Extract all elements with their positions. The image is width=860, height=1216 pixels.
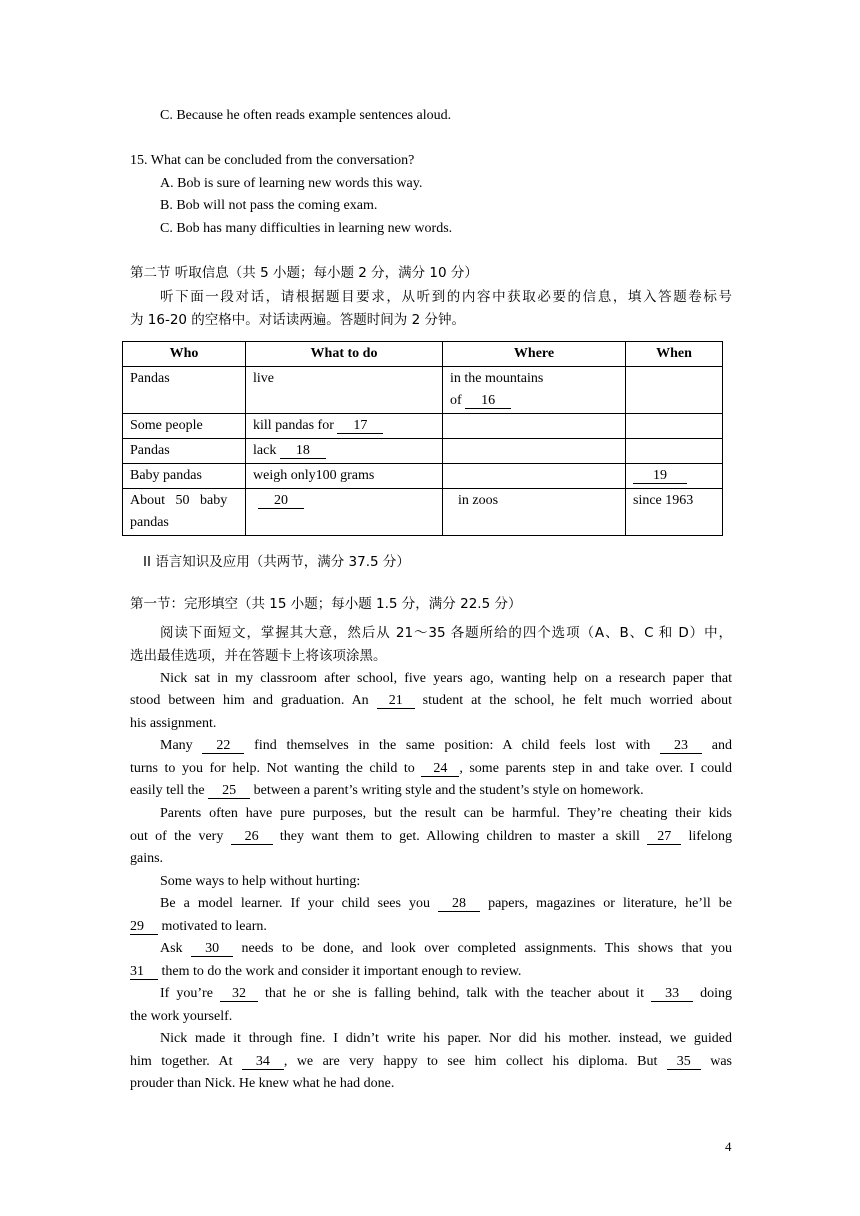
blank-24: 24 [421,761,459,777]
passage-line [130,692,732,710]
text-run: student at the school, he felt much worried about [414,693,732,708]
page-number: 4 [725,1139,732,1154]
blank-29: 29 [130,919,158,935]
passage-line: prouder than Nick. He knew what he had done. [130,1076,395,1091]
cell-when [626,439,723,464]
text-run: doing [693,986,733,1001]
text-run: was [700,1054,732,1069]
text-run: turns to you for help. Not wanting the child to [130,761,422,776]
cell-who [123,489,246,536]
blank-17: 17 [337,418,383,434]
text-run: find themselves in the same position: A child feels lost with [244,738,661,753]
blank-32: 32 [220,986,258,1002]
passage-line: Some ways to help without hurting: [160,874,361,889]
text-run: If you’re [160,986,220,1001]
cell-where-line1: in the mountains [450,371,544,386]
text-run: that he or she is falling behind, talk with the teacher about it [257,986,652,1001]
passage-line [130,782,732,800]
text-run: easily tell the [130,783,209,798]
table-header-row [123,342,723,367]
header-where: Where [443,342,626,367]
section2-heading: 第二节 听取信息（共 5 小题；每小题 2 分，满分 10 分） [130,265,478,281]
cell-who-line2: pandas [130,515,169,530]
table-row [123,489,723,536]
cell-what: live [246,367,443,414]
cell-who: Pandas [123,367,246,414]
cell-what [246,439,443,464]
blank-30: 30 [191,941,233,957]
text-run: out of the very [130,829,231,844]
text-run: papers, magazines or literature, he’ll be [480,896,732,911]
cell-who: Pandas [123,439,246,464]
passage-line [130,1053,732,1071]
blank-28: 28 [438,896,480,912]
passage-line: his assignment. [130,716,217,731]
cell-what-prefix: lack [253,443,280,458]
blank-33: 33 [651,986,693,1002]
table-row [123,439,723,464]
section2-instruction-line2: 为 16-20 的空格中。对话读两遍。答题时间为 2 分钟。 [130,312,465,328]
passage-line: Parents often have pure purposes, but the result can be harmful. They’re cheating their kids [160,806,732,821]
blank-26: 26 [231,829,273,845]
part2-heading: II 语言知识及应用（共两节，满分 37.5 分） [143,554,410,570]
passage-line [160,737,732,755]
cell-who-line1: About 50 baby [130,493,228,508]
cell-where-prefix: of [450,393,466,408]
text-run: lifelong [681,829,733,844]
passage-line [130,760,732,778]
cell-where [443,489,626,536]
passage-line: Nick made it through fine. I didn’t write his paper. Nor did his mother. instead, we guided [160,1031,732,1046]
text-run: they want them to get. Allowing children to master a skill [272,829,648,844]
q15-option-a: A. Bob is sure of learning new words this way. [160,176,423,191]
text-run: motivated to learn. [158,919,267,934]
table-row [123,464,723,489]
text-run: and [702,738,732,753]
text-run: , we are very happy to see him collect his diploma. But [283,1054,667,1069]
text-run: him together. At [130,1054,242,1069]
q15-stem: 15. What can be concluded from the conversation? [130,153,415,168]
passage-line: the work yourself. [130,1009,233,1024]
cell-where [443,464,626,489]
blank-18: 18 [280,443,326,459]
cell-who: Baby pandas [123,464,246,489]
blank-31: 31 [130,964,158,980]
cell-where [443,439,626,464]
cell-when: since 1963 [626,489,723,536]
text-run: Ask [160,941,192,956]
blank-21: 21 [377,693,415,709]
q14-option-c: C. Because he often reads example sentences aloud. [160,108,452,123]
passage-line [160,895,732,913]
text-run: Be a model learner. If your child sees you [160,896,439,911]
header-who: Who [123,342,246,367]
text-run: Many [160,738,203,753]
listening-table [122,341,723,536]
blank-27: 27 [647,829,681,845]
cell-when [626,414,723,439]
table-row [123,367,723,414]
text-run: needs to be done, and look over completed assignments. This shows that you [233,941,733,956]
header-what: What to do [246,342,443,367]
cell-where [443,414,626,439]
text-run: stood between him and graduation. An [130,693,377,708]
passage-line [160,940,732,958]
cell-what [246,489,443,536]
blank-23: 23 [660,738,702,754]
cell-when [626,464,723,489]
text-run: them to do the work and consider it important enough to review. [158,964,522,979]
blank-19: 19 [633,468,687,484]
blank-34: 34 [242,1054,284,1070]
passage-line [130,918,732,936]
passage-line [160,985,732,1003]
cloze-instruction-line1: 阅读下面短文，掌握其大意，然后从 21～35 各题所给的四个选项（A、B、C 和 D）中， [160,625,732,641]
cell-who: Some people [123,414,246,439]
cell-where [443,367,626,414]
text-run: , some parents step in and take over. I could [459,761,732,776]
q15-option-b: B. Bob will not pass the coming exam. [160,198,378,213]
header-when: When [626,342,723,367]
cell-what [246,414,443,439]
passage-line [130,828,732,846]
blank-35: 35 [667,1054,701,1070]
cell-when [626,367,723,414]
cloze-instruction-line2: 选出最佳选项，并在答题卡上将该项涂黑。 [130,648,387,664]
cell-where-line2 [450,390,618,412]
q15-option-c: C. Bob has many difficulties in learning new words. [160,221,453,236]
passage-line: gains. [130,851,164,866]
table-row [123,414,723,439]
text-run: between a parent’s writing style and the student’s style on homework. [250,783,644,798]
cell-where-text: in zoos [458,493,499,508]
blank-22: 22 [202,738,244,754]
blank-25: 25 [208,783,250,799]
cloze-heading: 第一节：完形填空（共 15 小题；每小题 1.5 分，满分 22.5 分） [130,596,522,612]
cell-what-prefix: kill pandas for [253,418,338,433]
cell-what: weigh only100 grams [246,464,443,489]
passage-line [130,963,732,981]
blank-20: 20 [258,493,304,509]
blank-16: 16 [465,393,511,409]
section2-instruction-line1: 听下面一段对话，请根据题目要求，从听到的内容中获取必要的信息，填入答题卷标号 [160,289,732,305]
passage-line: Nick sat in my classroom after school, five years ago, wanting help on a research paper that [160,671,732,686]
